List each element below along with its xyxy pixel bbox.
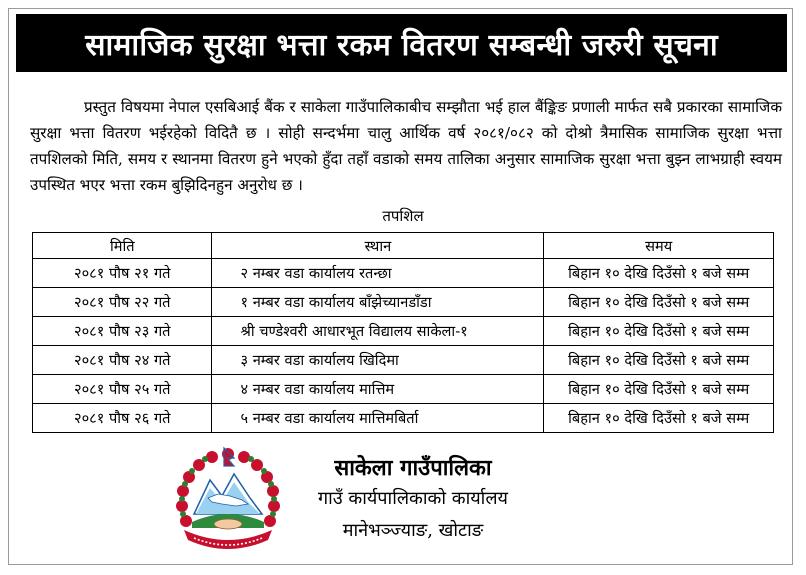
row-time: बिहान १० देखि दिउँसो १ बजे सम्म	[544, 288, 774, 317]
row-time: बिहान १० देखि दिउँसो १ बजे सम्म	[544, 346, 774, 375]
row-place: ४ नम्बर वडा कार्यालय मात्तिम	[212, 375, 544, 404]
notice-body: प्रस्तुत विषयमा नेपाल एसबिआई बैंक र साकेला गाउँपालिकाबीच सम्झौता भई हाल बैंङ्किङ प्रणाली मार्फत सबै प्रकारका सामाजिक सुरक्षा भत्ता वितरण भईरहेको विदितै छ । सोही सन्दर्भमा चालु आर्थिक वर्ष २०८१/०८२ को दोश्रो त्रैमासिक सामाजिक सुरक्षा भत्ता तपशिलको मिति, समय र स्थानमा वितरण हुने भएको हुँदा तहाँ वडाको समय तालिका अनुसार सामाजिक सुरक्षा भत्ता बुझ्न लाभग्राही स्वयम उपस्थित भएर भत्ता रकम बुझिदिनहुन अनुरोध छ ।	[30, 98, 782, 194]
table-row	[33, 404, 774, 433]
table-row	[33, 317, 774, 346]
row-time: बिहान १० देखि दिउँसो १ बजे सम्म	[544, 259, 774, 288]
header-place: स्थान	[212, 233, 544, 259]
table-row	[33, 288, 774, 317]
emblem-graphic	[172, 444, 284, 556]
office-subtitle: गाउँ कार्यपालिकाको कार्यालय	[318, 488, 508, 509]
row-date: २०८१ पौष २२ गते	[33, 288, 212, 317]
table-row	[33, 259, 774, 288]
table-header-row	[33, 233, 774, 259]
office-address: मानेभञ्ज्याङ, खोटाङ	[342, 520, 484, 541]
office-name: साकेला गाउँपालिका	[334, 456, 492, 481]
header-date: मिति	[33, 233, 212, 259]
nepal-government-emblem-icon	[172, 444, 284, 556]
table-row	[33, 375, 774, 404]
row-time: बिहान १० देखि दिउँसो १ बजे सम्म	[544, 375, 774, 404]
table-row	[33, 346, 774, 375]
row-date: २०८१ पौष २३ गते	[33, 317, 212, 346]
header-time: समय	[544, 233, 774, 259]
table-caption: तपशिल	[382, 207, 424, 225]
row-date: २०८१ पौष २५ गते	[33, 375, 212, 404]
row-date: २०८१ पौष २६ गते	[33, 404, 212, 433]
notice-title: सामाजिक सुरक्षा भत्ता रकम वितरण सम्बन्धी जरुरी सूचना	[16, 14, 787, 72]
row-place: १ नम्बर वडा कार्यालय बाँझेच्यानडाँडा	[212, 288, 544, 317]
row-date: २०८१ पौष २४ गते	[33, 346, 212, 375]
row-place: श्री चण्डेश्वरी आधारभूत विद्यालय साकेला-१	[212, 317, 544, 346]
row-date: २०८१ पौष २१ गते	[33, 259, 212, 288]
row-time: बिहान १० देखि दिउँसो १ बजे सम्म	[544, 404, 774, 433]
row-place: ३ नम्बर वडा कार्यालय खिदिमा	[212, 346, 544, 375]
row-place: २ नम्बर वडा कार्यालय रतन्छा	[212, 259, 544, 288]
schedule-table	[32, 232, 774, 433]
row-place: ५ नम्बर वडा कार्यालय मात्तिमबिर्ता	[212, 404, 544, 433]
row-time: बिहान १० देखि दिउँसो १ बजे सम्म	[544, 317, 774, 346]
